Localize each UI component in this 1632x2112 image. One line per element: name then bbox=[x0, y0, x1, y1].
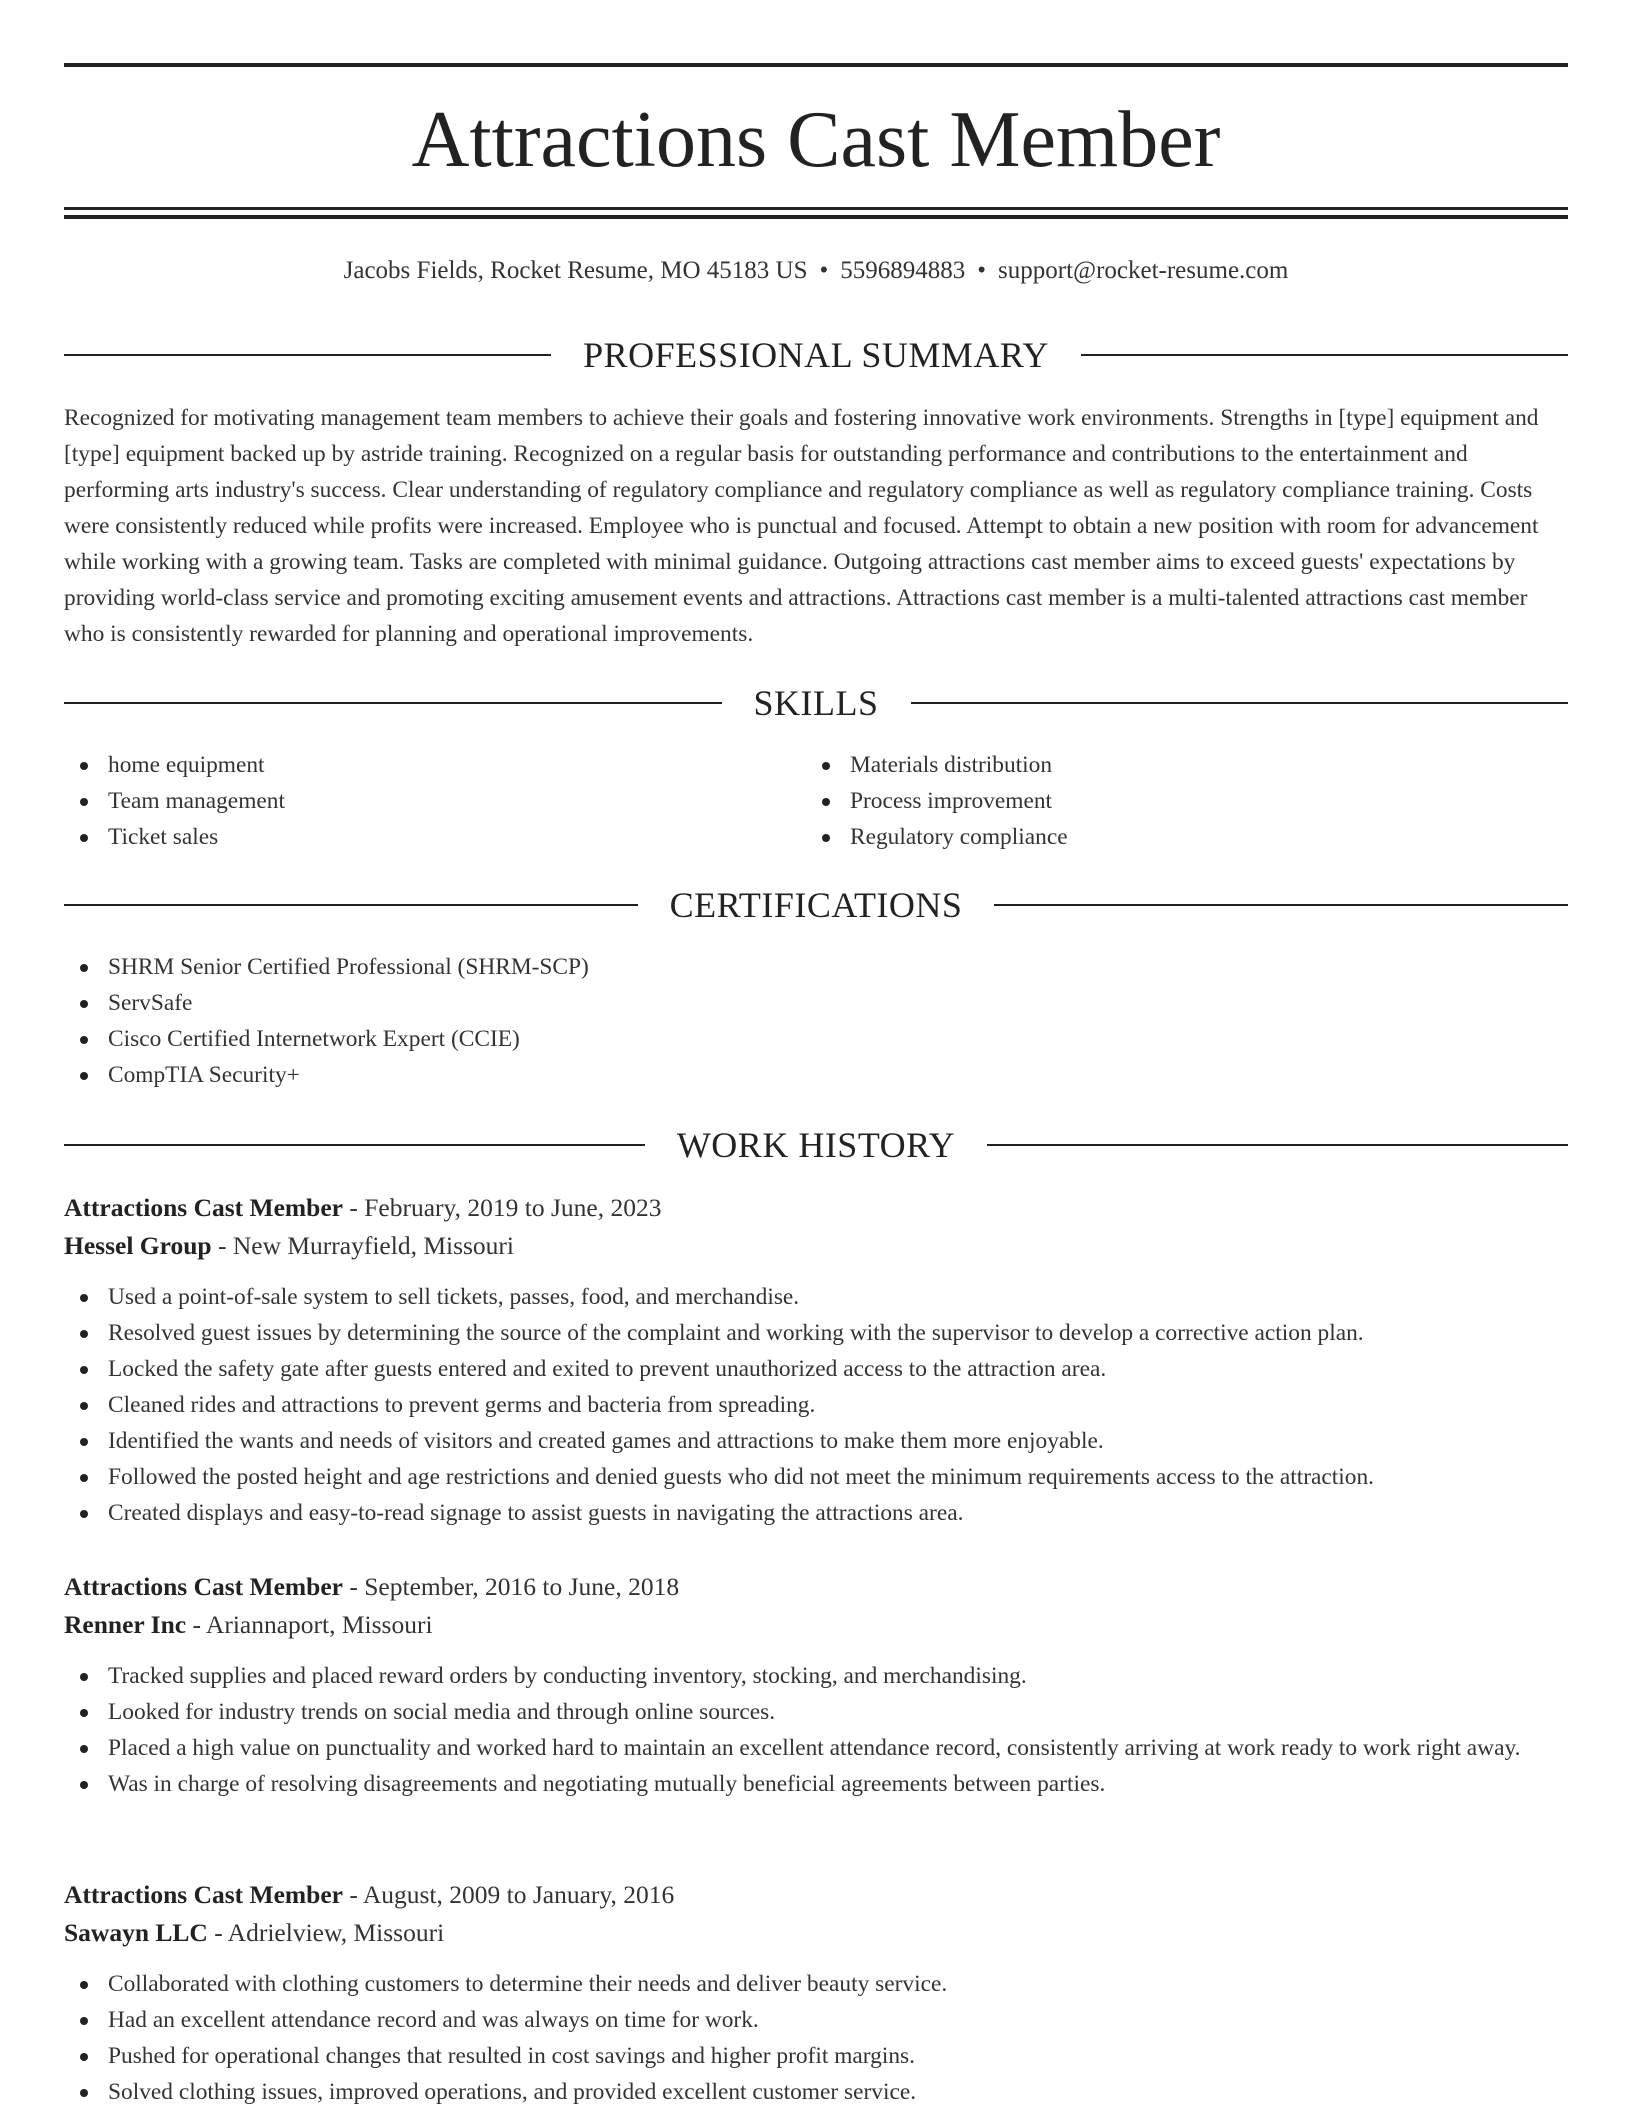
job-duty-item: Resolved guest issues by determining the source of the complaint and working with the supervisor to develop a corrective action plan. bbox=[64, 1315, 1568, 1351]
job-company-line bbox=[64, 1914, 1568, 1952]
job-duties-list bbox=[64, 1279, 1568, 1531]
job-duties-list bbox=[64, 1966, 1568, 2110]
skills-section-header bbox=[64, 681, 1568, 725]
job-location: - Adrielview, Missouri bbox=[207, 1918, 445, 1947]
job-duty-item: Had an excellent attendance record and was always on time for work. bbox=[64, 2002, 1568, 2038]
section-rule bbox=[994, 904, 1568, 906]
certification-item: ServSafe bbox=[64, 985, 1568, 1021]
section-title: SKILLS bbox=[753, 683, 879, 723]
contact-separator: • bbox=[819, 257, 829, 284]
skills-list-right bbox=[806, 747, 1506, 855]
section-rule bbox=[987, 1144, 1568, 1146]
job-duty-item: Followed the posted height and age restrictions and denied guests who did not meet the minimum requirements access to the attraction. bbox=[64, 1459, 1568, 1495]
job-duty-item: Placed a high value on punctuality and worked hard to maintain an excellent attendance record, consistently arriving at work ready to work right away. bbox=[64, 1730, 1568, 1766]
contact-phone: 5596894883 bbox=[840, 257, 966, 284]
section-rule bbox=[1081, 354, 1568, 356]
job-dates: - February, 2019 to June, 2023 bbox=[343, 1193, 662, 1222]
job-duty-item: Identified the wants and needs of visitors and created games and attractions to make them more enjoyable. bbox=[64, 1423, 1568, 1459]
job-entry bbox=[64, 1189, 1568, 1531]
contact-address: Jacobs Fields, Rocket Resume, MO 45183 US bbox=[343, 257, 808, 284]
section-title: WORK HISTORY bbox=[676, 1125, 956, 1165]
title-rule-lower bbox=[64, 215, 1568, 219]
contact-email: support@rocket-resume.com bbox=[998, 257, 1289, 284]
job-company: Sawayn LLC bbox=[64, 1918, 208, 1947]
skills-list-left bbox=[64, 747, 764, 855]
job-role-line bbox=[64, 1189, 1568, 1227]
job-duty-item: Was in charge of resolving disagreements and negotiating mutually beneficial agreements between parties. bbox=[64, 1766, 1568, 1802]
job-entry bbox=[64, 1568, 1568, 1802]
contact-separator: • bbox=[977, 257, 987, 284]
job-duties-list bbox=[64, 1658, 1568, 1802]
job-dates: - August, 2009 to January, 2016 bbox=[343, 1880, 675, 1909]
section-rule bbox=[64, 1144, 645, 1146]
section-title: CERTIFICATIONS bbox=[669, 885, 963, 925]
summary-section-header bbox=[64, 333, 1568, 377]
certification-item: Cisco Certified Internetwork Expert (CCIE) bbox=[64, 1021, 1568, 1057]
job-company-line bbox=[64, 1227, 1568, 1265]
section-rule bbox=[64, 904, 638, 906]
skill-item: Materials distribution bbox=[806, 747, 1506, 783]
summary-text: Recognized for motivating management team members to achieve their goals and fostering innovative work environments. Strengths in [type] equipment and [type] equipment backed up by astride training. Recognized on a regular basis for outstanding performance and contributions to the entertainment and performing arts industry's success. Clear understanding of regulatory compliance and regulatory compliance as well as regulatory compliance training. Costs were consistently reduced while profits were increased. Employee who is punctual and focused. Attempt to obtain a new position with room for advancement while working with a growing team. Tasks are completed with minimal guidance. Outgoing attractions cast member aims to exceed guests' expectations by providing world-class service and promoting exciting amusement events and attractions. Attractions cast member is a multi-talented attractions cast member who is consistently rewarded for planning and operational improvements. bbox=[64, 405, 1539, 647]
job-company: Renner Inc bbox=[64, 1610, 187, 1639]
work-history-section-header bbox=[64, 1123, 1568, 1167]
job-duty-item: Solved clothing issues, improved operations, and provided excellent customer service. bbox=[64, 2074, 1568, 2110]
section-rule bbox=[64, 702, 722, 704]
job-duty-item: Looked for industry trends on social media and through online sources. bbox=[64, 1694, 1568, 1730]
job-role-line bbox=[64, 1568, 1568, 1606]
job-role: Attractions Cast Member bbox=[64, 1880, 343, 1909]
certifications-list bbox=[64, 949, 1568, 1093]
job-duty-item: Locked the safety gate after guests entered and exited to prevent unauthorized access to the attraction area. bbox=[64, 1351, 1568, 1387]
title-rule-upper bbox=[64, 207, 1568, 210]
job-dates: - September, 2016 to June, 2018 bbox=[343, 1572, 680, 1601]
job-duty-item: Collaborated with clothing customers to determine their needs and deliver beauty service. bbox=[64, 1966, 1568, 2002]
job-role-line bbox=[64, 1876, 1568, 1914]
job-company-line bbox=[64, 1606, 1568, 1644]
skill-item: Team management bbox=[64, 783, 764, 819]
skill-item: Ticket sales bbox=[64, 819, 764, 855]
section-rule bbox=[64, 354, 551, 356]
section-rule bbox=[911, 702, 1569, 704]
certification-item: CompTIA Security+ bbox=[64, 1057, 1568, 1093]
skill-item: Process improvement bbox=[806, 783, 1506, 819]
job-duty-item: Used a point-of-sale system to sell tickets, passes, food, and merchandise. bbox=[64, 1279, 1568, 1315]
job-duty-item: Pushed for operational changes that resulted in cost savings and higher profit margins. bbox=[64, 2038, 1568, 2074]
section-title: PROFESSIONAL SUMMARY bbox=[583, 335, 1049, 375]
job-duty-item: Cleaned rides and attractions to prevent germs and bacteria from spreading. bbox=[64, 1387, 1568, 1423]
job-role: Attractions Cast Member bbox=[64, 1193, 343, 1222]
top-rule bbox=[64, 63, 1568, 67]
job-location: - Ariannaport, Missouri bbox=[186, 1610, 433, 1639]
job-duty-item: Tracked supplies and placed reward orders by conducting inventory, stocking, and merchandising. bbox=[64, 1658, 1568, 1694]
job-company: Hessel Group bbox=[64, 1231, 212, 1260]
contact-line bbox=[64, 253, 1568, 289]
job-duty-item: Created displays and easy-to-read signage to assist guests in navigating the attractions area. bbox=[64, 1495, 1568, 1531]
job-role: Attractions Cast Member bbox=[64, 1572, 343, 1601]
job-location: - New Murrayfield, Missouri bbox=[211, 1231, 514, 1260]
skill-item: home equipment bbox=[64, 747, 764, 783]
certifications-section-header bbox=[64, 883, 1568, 927]
certification-item: SHRM Senior Certified Professional (SHRM-SCP) bbox=[64, 949, 1568, 985]
resume-title: Attractions Cast Member bbox=[411, 96, 1221, 184]
skill-item: Regulatory compliance bbox=[806, 819, 1506, 855]
job-entry bbox=[64, 1876, 1568, 2110]
